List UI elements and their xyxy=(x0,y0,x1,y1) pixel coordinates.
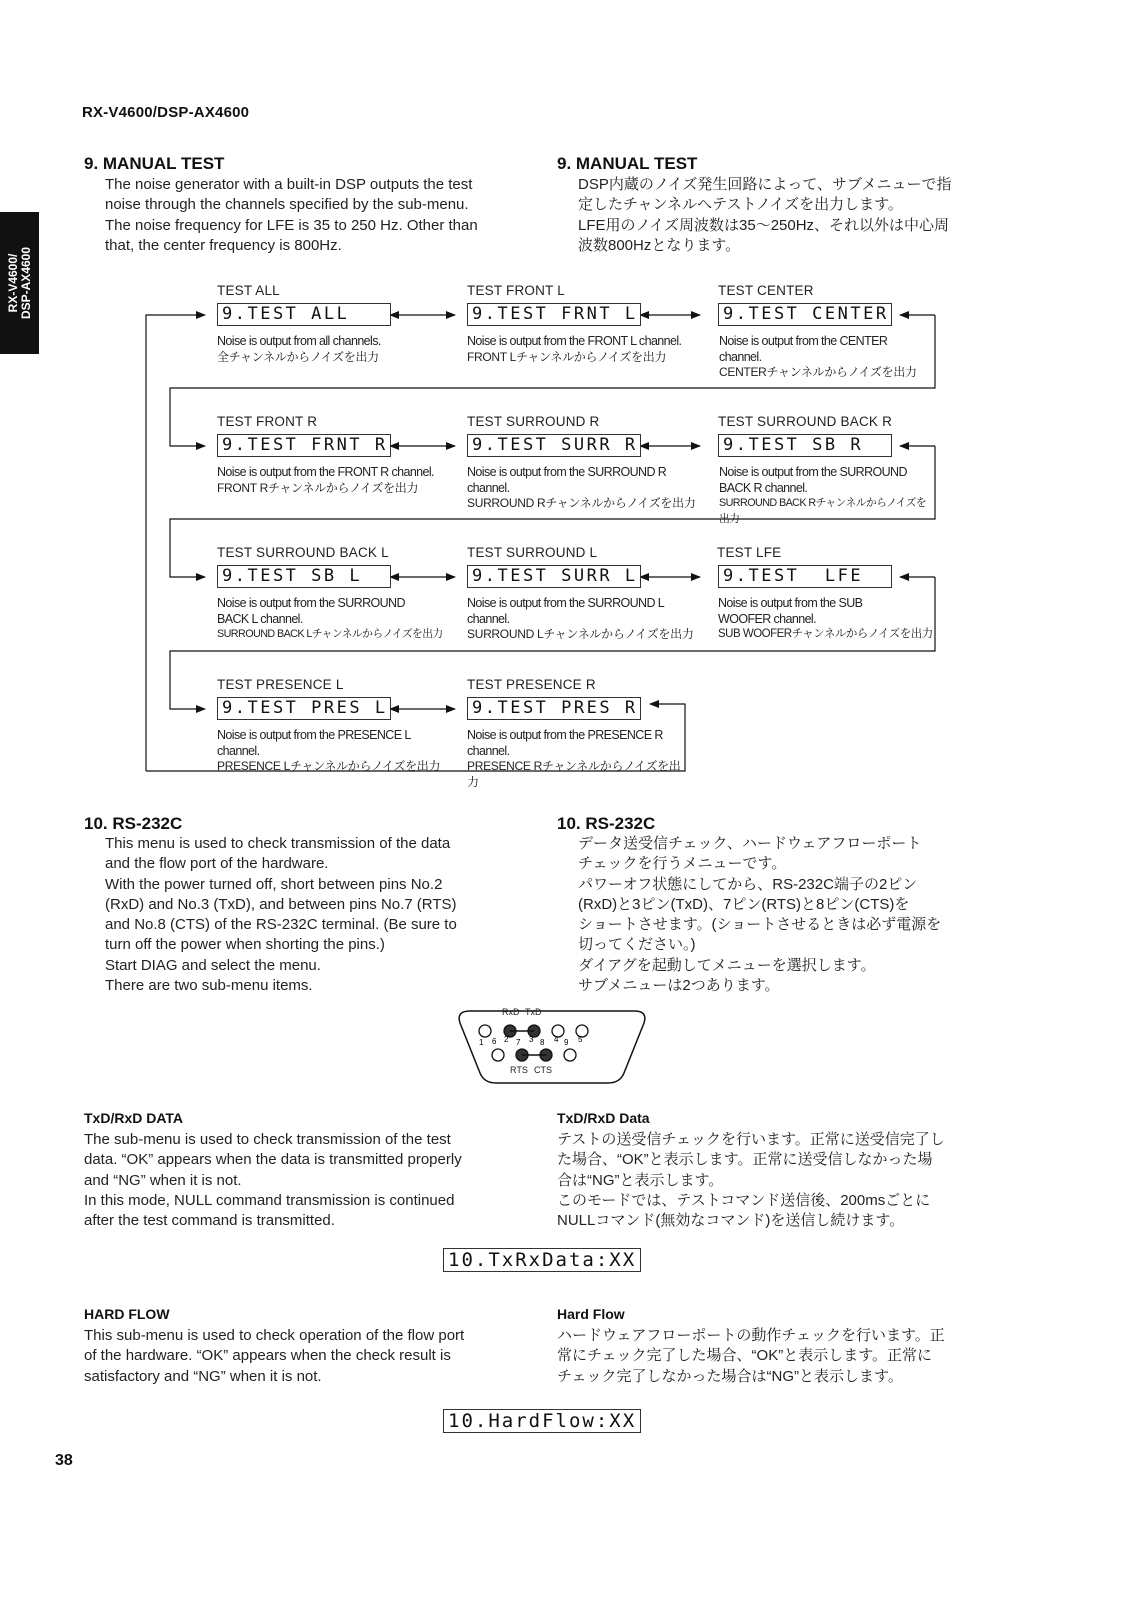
text-line: チェック完了しなかった場合は“NG”と表示します。 xyxy=(557,1367,903,1385)
test-label: TEST CENTER xyxy=(718,283,814,298)
test-description xyxy=(217,596,457,643)
lcd-test-lfe: 9.TEST LFE xyxy=(718,565,892,588)
test-description xyxy=(467,465,707,512)
text-line: Start DIAG and select the menu. xyxy=(105,956,321,974)
pin-number: 9 xyxy=(564,1038,569,1047)
text-line: of the hardware. “OK” appears when the check result is xyxy=(84,1347,451,1365)
text-line: データ送受信チェック、ハードウェアフローポート xyxy=(578,835,922,852)
test-description xyxy=(217,334,447,365)
text-line: NULLコマンド(無効なコマンド)を送信し続けます。 xyxy=(557,1212,905,1230)
lcd-test-front-l: 9.TEST FRNT L xyxy=(467,303,641,326)
text-line: and “NG” when it is not. xyxy=(84,1171,242,1189)
text-line: 常にチェック完了した場合、“OK”と表示します。正常に xyxy=(557,1347,933,1365)
text-line: パワーオフ状態にしてから、RS-232C端子の2ピン xyxy=(578,875,918,893)
lcd-test-center: 9.TEST CENTER xyxy=(718,303,892,326)
model-header: RX-V4600/DSP-AX4600 xyxy=(82,104,250,121)
desc-line: Noise is output from the SURROUND L xyxy=(467,596,665,610)
text-line: and the flow port of the hardware. xyxy=(105,855,329,873)
lcd-hard-flow: 10.HardFlow:XX xyxy=(443,1409,641,1433)
pin-9 xyxy=(564,1049,576,1061)
text-line: チェックを行うメニューです。 xyxy=(578,855,787,873)
desc-line: BACK L channel. xyxy=(217,611,303,626)
pin-number: 8 xyxy=(540,1038,545,1047)
text-line: サブメニューは2つあります。 xyxy=(578,977,780,995)
lcd-test-front-r: 9.TEST FRNT R xyxy=(217,434,391,457)
text-line: (RxD) and No.3 (TxD), and between pins No.7 (RTS) xyxy=(105,895,457,913)
text-line: ダイアグを起動してメニューを選択します。 xyxy=(578,956,876,974)
lcd-test-sb-r: 9.TEST SB R xyxy=(718,434,892,457)
manual-test-title-en: 9. MANUAL TEST xyxy=(84,154,225,173)
desc-line: channel. xyxy=(467,743,510,758)
text-line: There are two sub-menu items. xyxy=(105,977,313,995)
text-line: 切ってください。) xyxy=(578,936,696,954)
text-line: LFE用のノイズ周波数は35～250Hz、それ以外は中心周 xyxy=(578,216,950,234)
pin-1 xyxy=(479,1025,491,1037)
test-label: TEST FRONT L xyxy=(467,283,565,298)
rs232c-body-jp xyxy=(578,834,998,996)
test-description xyxy=(467,334,707,365)
text-line: ショートさせます。(ショートさせるときは必ず電源を xyxy=(578,916,942,934)
text-line: (RxD)と3ピン(TxD)、7ピン(RTS)と8ピン(CTS)を xyxy=(578,895,910,913)
rts-label: RTS xyxy=(510,1065,528,1075)
test-label: TEST SURROUND BACK L xyxy=(217,545,389,560)
manual-test-title-jp: 9. MANUAL TEST xyxy=(557,154,698,173)
lcd-test-surr-r: 9.TEST SURR R xyxy=(467,434,641,457)
desc-line: BACK R channel. xyxy=(719,480,808,495)
test-label: TEST PRESENCE R xyxy=(467,677,596,692)
text-line: ハードウェアフローポートの動作チェックを行います。正 xyxy=(557,1327,945,1344)
text-line: This menu is used to check transmission of the data xyxy=(105,835,451,852)
desc-line: Noise is output from the CENTER xyxy=(719,334,888,348)
test-description xyxy=(467,728,682,790)
test-description xyxy=(217,728,457,775)
page-number: 38 xyxy=(55,1452,73,1469)
lcd-test-surr-l: 9.TEST SURR L xyxy=(467,565,641,588)
text-line: 定したチャンネルへテストノイズを出力します。 xyxy=(578,196,903,214)
test-description xyxy=(718,596,933,643)
pin-number: 5 xyxy=(578,1035,583,1044)
txrx-body-en xyxy=(84,1130,514,1231)
desc-line: channel. xyxy=(467,480,510,495)
desc-line: Noise is output from the FRONT L channel. xyxy=(467,334,682,348)
desc-jp: 全チャンネルからノイズを出力 xyxy=(217,349,379,364)
text-line: The noise generator with a built-in DSP outputs the test xyxy=(105,176,473,193)
lcd-test-sb-l: 9.TEST SB L xyxy=(217,565,391,588)
desc-line: channel. xyxy=(217,743,260,758)
side-tab-line2: DSP-AX4600 xyxy=(18,246,33,320)
text-line: satisfactory and “NG” when it is not. xyxy=(84,1367,322,1385)
rs232c-connector-diagram xyxy=(452,1003,652,1089)
desc-jp: FRONT Rチャンネルからノイズを出力 xyxy=(217,480,419,495)
text-line: This sub-menu is used to check operation of the flow port xyxy=(84,1327,465,1344)
cts-label: CTS xyxy=(534,1065,552,1075)
text-line: turn off the power when shorting the pins.) xyxy=(105,936,385,954)
txd-label: TxD xyxy=(525,1007,542,1017)
test-label: TEST PRESENCE L xyxy=(217,677,344,692)
desc-line: WOOFER channel. xyxy=(718,611,816,626)
desc-jp: SURROUND BACK Lチャンネルからノイズを出力 xyxy=(217,628,443,640)
desc-line: Noise is output from the SURROUND xyxy=(217,596,405,610)
desc-jp: PRESENCE Rチャンネルからノイズを出力 xyxy=(467,759,681,789)
txrx-title-jp: TxD/RxD Data xyxy=(557,1110,650,1126)
test-description xyxy=(467,596,707,643)
pin-number: 6 xyxy=(492,1037,497,1046)
test-label: TEST LFE xyxy=(717,545,782,560)
test-label: TEST SURROUND L xyxy=(467,545,598,560)
desc-line: Noise is output from the PRESENCE L xyxy=(217,728,411,742)
desc-jp: SUB WOOFERチャンネルからノイズを出力 xyxy=(718,628,933,640)
lcd-test-all: 9.TEST ALL xyxy=(217,303,391,326)
pin-6 xyxy=(492,1049,504,1061)
text-line: 波数800Hzとなります。 xyxy=(578,236,741,254)
pin-number: 2 xyxy=(504,1035,509,1044)
rs232c-title-en: 10. RS-232C xyxy=(84,814,183,833)
hardflow-title-en: HARD FLOW xyxy=(84,1306,170,1322)
text-line: noise through the channels specified by the sub-menu. xyxy=(105,196,469,214)
desc-line: channel. xyxy=(719,349,762,364)
flow-arrow xyxy=(146,315,205,771)
text-line: テストの送受信チェックを行います。正常に送受信完了し xyxy=(557,1131,945,1148)
pin-number: 7 xyxy=(516,1038,521,1047)
test-description xyxy=(719,465,934,527)
test-label: TEST SURROUND BACK R xyxy=(718,414,893,429)
desc-jp: SURROUND Rチャンネルからノイズを出力 xyxy=(467,496,696,510)
lcd-txrx-data: 10.TxRxData:XX xyxy=(443,1248,641,1272)
desc-jp: PRESENCE Lチャンネルからノイズを出力 xyxy=(217,759,441,773)
hardflow-title-jp: Hard Flow xyxy=(557,1306,625,1322)
desc-jp: FRONT Lチャンネルからノイズを出力 xyxy=(467,349,667,364)
text-line: With the power turned off, short between pins No.2 xyxy=(105,875,443,893)
connector-shell xyxy=(459,1011,645,1083)
desc-line: Noise is output from all channels. xyxy=(217,334,381,348)
hardflow-body-en xyxy=(84,1326,514,1387)
test-label: TEST SURROUND R xyxy=(467,414,600,429)
desc-line: Noise is output from the FRONT R channel. xyxy=(217,465,434,479)
pin-number: 3 xyxy=(529,1035,534,1044)
side-tab-line1: RX-V4600/ xyxy=(5,253,20,313)
txrx-title-en: TxD/RxD DATA xyxy=(84,1110,184,1126)
pin-number: 4 xyxy=(554,1035,559,1044)
hardflow-body-jp xyxy=(557,1326,997,1387)
lcd-test-pres-l: 9.TEST PRES L xyxy=(217,697,391,720)
desc-jp: CENTERチャンネルからノイズを出力 xyxy=(719,365,917,379)
rs232c-body-en xyxy=(105,834,515,996)
text-line: The sub-menu is used to check transmission of the test xyxy=(84,1131,451,1148)
desc-jp: SURROUND BACK Rチャンネルからノイズを出力 xyxy=(719,497,927,525)
test-description xyxy=(217,465,457,496)
text-line: data. “OK” appears when the data is transmitted properly xyxy=(84,1151,462,1169)
rxd-label: RxD xyxy=(502,1007,520,1017)
text-line: that, the center frequency is 800Hz. xyxy=(105,236,342,254)
test-label: TEST ALL xyxy=(217,283,280,298)
lcd-test-pres-r: 9.TEST PRES R xyxy=(467,697,641,720)
test-description xyxy=(719,334,929,381)
desc-line: Noise is output from the SURROUND R xyxy=(467,465,667,479)
desc-line: Noise is output from the SUB xyxy=(718,596,863,610)
rs232c-title-jp: 10. RS-232C xyxy=(557,814,656,833)
text-line: In this mode, NULL command transmission is continued xyxy=(84,1191,455,1209)
desc-jp: SURROUND Lチャンネルからノイズを出力 xyxy=(467,627,694,641)
text-line: 合は“NG”と表示します。 xyxy=(557,1171,724,1189)
text-line: The noise frequency for LFE is 35 to 250 Hz. Other than xyxy=(105,216,478,234)
text-line: た場合、“OK”と表示します。正常に送受信しなかった場 xyxy=(557,1151,933,1169)
test-label: TEST FRONT R xyxy=(217,414,318,429)
pin-number: 1 xyxy=(479,1038,484,1047)
text-line: DSP内蔵のノイズ発生回路によって、サブメニューで指 xyxy=(578,176,952,193)
text-line: このモードでは、テストコマンド送信後、200msごとに xyxy=(557,1191,931,1209)
text-line: after the test command is transmitted. xyxy=(84,1212,335,1230)
txrx-body-jp xyxy=(557,1130,997,1231)
desc-line: Noise is output from the PRESENCE R xyxy=(467,728,663,742)
desc-line: Noise is output from the SURROUND xyxy=(719,465,907,479)
text-line: and No.8 (CTS) of the RS-232C terminal. (Be sure to xyxy=(105,916,457,934)
desc-line: channel. xyxy=(467,611,510,626)
